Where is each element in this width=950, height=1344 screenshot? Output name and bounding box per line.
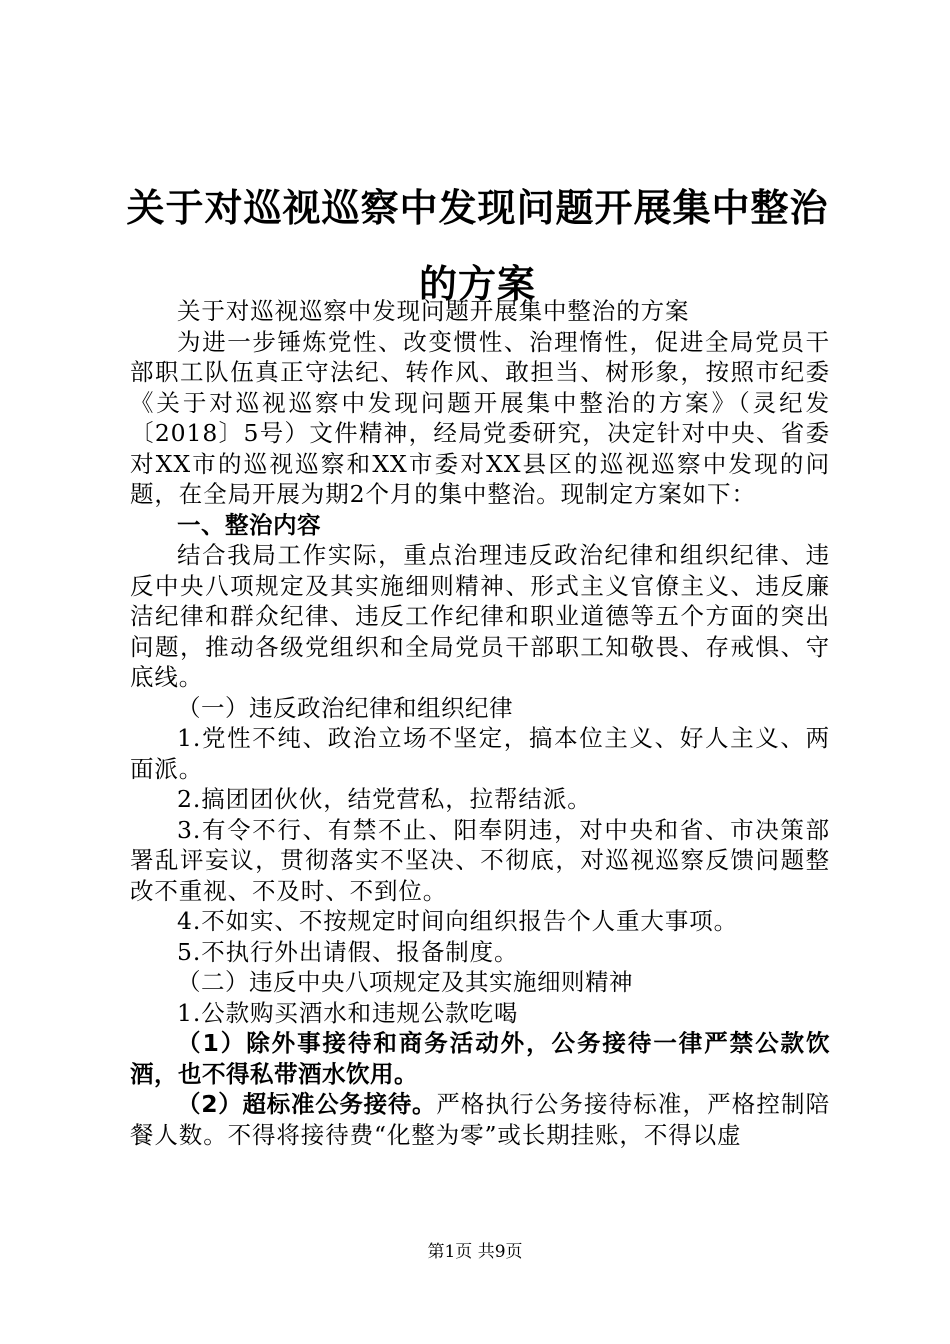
list-item: 3.有令不行、有禁不止、阳奉阴违，对中央和省、市决策部署乱评妄议，贯彻落实不坚决、不彻底，对巡视巡察反馈问题整改不重视、不及时、不到位。	[130, 815, 830, 905]
paragraph-rest: 严格执行公务接待标准，严格控制陪餐人数。不得将接待费“化整为零”或长期挂账，不得以虚	[130, 1090, 830, 1149]
section-heading: 一、整治内容	[177, 510, 321, 539]
list-item: 5.不执行外出请假、报备制度。	[177, 937, 519, 966]
document-title: 关于对巡视巡察中发现问题开展集中整治的方案	[126, 186, 829, 306]
paragraph-lead: （2）超标准公务接待。	[177, 1090, 437, 1118]
paragraph: 关于对巡视巡察中发现问题开展集中整治的方案	[177, 297, 690, 325]
bold-paragraph: （1）除外事接待和商务活动外，公务接待一律严禁公款饮酒，也不得私带酒水饮用。	[130, 1029, 830, 1088]
list-item: 2.搞团团伙伙，结党营私，拉帮结派。	[177, 785, 592, 813]
subsection-heading: （二）违反中央八项规定及其实施细则精神	[177, 968, 633, 996]
paragraph: 为进一步锤炼党性、改变惯性、治理惰性，促进全局党员干部职工队伍真正守法纪、转作风、敢担当、树形象，按照市纪委《关于对巡视巡察中发现问题开展集中整治的方案》（灵纪发〔2018〕5号）文件精神，经局党委研究，决定针对中央、省委对XX市的巡视巡察和XX市委对XX县区的巡视巡察中发现的问题，在全局开展为期2个月的集中整治。现制定方案如下：	[130, 327, 830, 508]
list-item: 1.党性不纯、政治立场不坚定，搞本位主义、好人主义、两面派。	[130, 724, 830, 783]
document-body	[130, 296, 830, 1150]
list-item: 1.公款购买酒水和违规公款吃喝	[177, 998, 519, 1027]
page-footer: 第1页 共9页	[427, 1242, 523, 1262]
paragraph: 结合我局工作实际，重点治理违反政治纪律和组织纪律、违反中央八项规定及其实施细则精神、形式主义官僚主义、违反廉洁纪律和群众纪律、违反工作纪律和职业道德等五个方面的突出问题，推动各级党组织和全局党员干部职工知敬畏、存戒惧、守底线。	[130, 541, 830, 691]
paragraph	[130, 1089, 830, 1150]
subsection-heading: （一）违反政治纪律和组织纪律	[177, 693, 513, 722]
list-item: 4.不如实、不按规定时间向组织报告个人重大事项。	[177, 907, 739, 935]
